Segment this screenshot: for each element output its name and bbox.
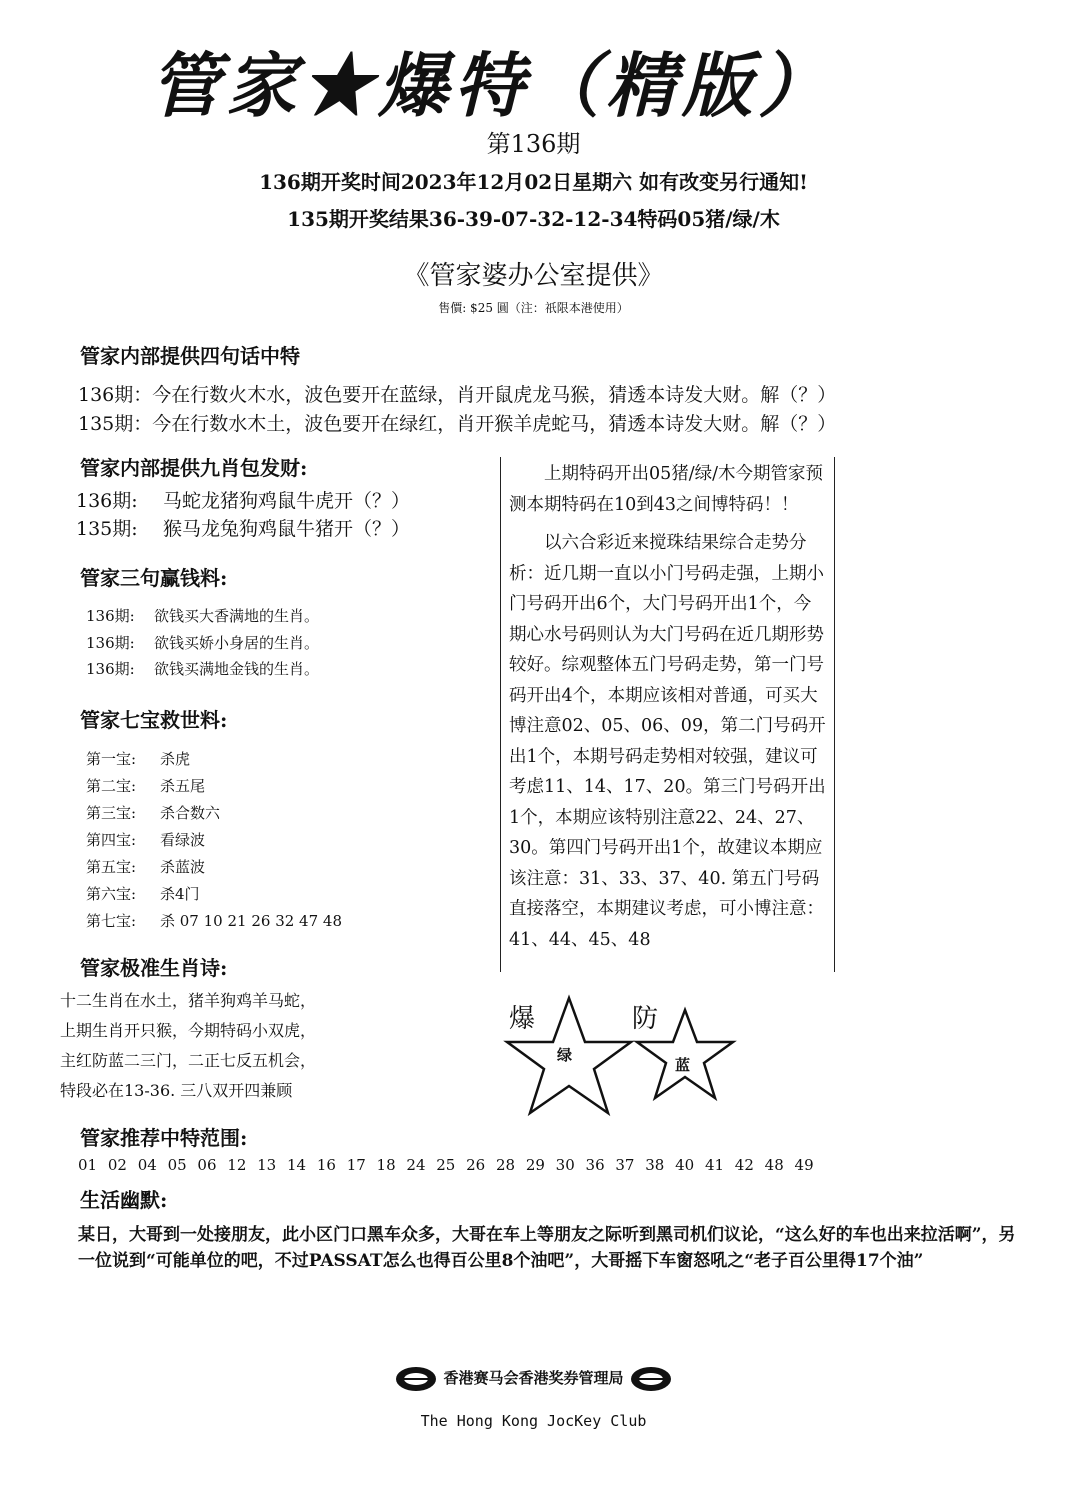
nine-zodiac-issue: 136期: bbox=[76, 490, 138, 512]
stars-panel bbox=[497, 992, 747, 1127]
analysis-paragraph: 上期特码开出05猪/绿/木今期管家预测本期特码在10到43之间博特码！！ bbox=[509, 464, 824, 515]
footer-org-en: The Hong Kong JocKey Club bbox=[420, 1412, 647, 1430]
treasure-text: 杀4门 bbox=[160, 885, 200, 903]
treasure-label: 第二宝: bbox=[86, 777, 137, 795]
treasure-text: 杀蓝波 bbox=[160, 858, 206, 876]
bao-label: 爆 bbox=[509, 1004, 536, 1034]
four-lines-row: 136期：今在行数火木水，波色要开在蓝绿，肖开鼠虎龙马猴，猜透本诗发大财。解（？） bbox=[78, 384, 837, 406]
three-lines-issue: 136期: bbox=[86, 660, 135, 678]
page-title: 管家★爆特（精版） bbox=[150, 44, 834, 127]
treasure-label: 第五宝: bbox=[86, 858, 137, 876]
poem-line: 主红防蓝二三门，二正七反五机会， bbox=[60, 1051, 317, 1070]
poem-line: 特段必在13-36. 三八双开四兼顾 bbox=[60, 1081, 293, 1100]
treasure-text: 杀合数六 bbox=[160, 804, 221, 822]
humor-heading: 生活幽默: bbox=[80, 1188, 168, 1212]
range-numbers: 01 02 04 05 06 12 13 14 16 17 18 24 25 26 28 29 30 36 37 38 40 41 42 48 49 bbox=[78, 1156, 814, 1174]
treasure-label: 第四宝: bbox=[86, 831, 137, 849]
analysis-box bbox=[500, 457, 835, 972]
four-lines-heading: 管家内部提供四句话中特 bbox=[80, 344, 300, 368]
provider: 《管家婆办公室提供》 bbox=[403, 261, 664, 291]
range-heading: 管家推荐中特范围: bbox=[80, 1126, 248, 1150]
treasure-text: 杀虎 bbox=[160, 750, 191, 768]
nine-zodiac-issue: 135期: bbox=[76, 518, 138, 540]
treasure-label: 第六宝: bbox=[86, 885, 137, 903]
jockey-club-logo-icon bbox=[629, 1365, 673, 1393]
treasure-label: 第一宝: bbox=[86, 750, 137, 768]
fang-color: 蓝 bbox=[675, 1056, 691, 1074]
humor-text: 某日，大哥到一处接朋友，此小区门口黑车众多，大哥在车上等朋友之际听到黑司机们议论，“这么好的车也出来拉活啊”，另一位说到“可能单位的吧，不过PASSAT怎么也得百公里8个油吧”，大哥摇下车窗怒吼之“老子百公里得17个油” bbox=[78, 1225, 1016, 1271]
nine-zodiac-text: 马蛇龙猪狗鸡鼠牛虎开（？） bbox=[163, 490, 411, 512]
three-lines-text: 欲钱买娇小身居的生肖。 bbox=[154, 634, 320, 652]
three-lines-text: 欲钱买大香满地的生肖。 bbox=[154, 607, 320, 625]
analysis-paragraph: 以六合彩近来搅珠结果综合走势分析：近几期一直以小门号码走强，上期小门号码开出6个，大门号码开出1个，今期心水号码则认为大门号码在近几期形势较好。综观整体五门号码走势，第一门号码开出4个，本期应该相对普通，可买大博注意02、05、06、09，第二门号码开出1个，本期号码走势相对较强，建议可考虑11、14、17、20。第三门号码开出1个，本期应该特别注意22、24、27、30。第四门号码开出1个，故建议本期应该注意：31、33、37、40. 第五门号码直接落空，本期建议考虑，可小博注意：41、44、45、48 bbox=[509, 533, 826, 950]
seven-treasures-heading: 管家七宝救世料: bbox=[80, 708, 228, 732]
nine-zodiac-text: 猴马龙兔狗鸡鼠牛猪开（？） bbox=[163, 518, 411, 540]
nine-zodiac-heading: 管家内部提供九肖包发财: bbox=[80, 456, 308, 480]
bao-color: 绿 bbox=[557, 1046, 573, 1064]
fang-label: 防 bbox=[632, 1004, 659, 1034]
footer-org bbox=[0, 1365, 1067, 1393]
poem-line: 十二生肖在水土，猪羊狗鸡羊马蛇， bbox=[60, 991, 317, 1010]
treasure-text: 杀五尾 bbox=[160, 777, 206, 795]
treasure-text: 看绿波 bbox=[160, 831, 206, 849]
three-lines-issue: 136期: bbox=[86, 634, 135, 652]
jockey-club-logo-icon bbox=[394, 1365, 438, 1393]
price: 售價: $25 圓（注：祇限本港使用） bbox=[438, 301, 629, 315]
three-lines-text: 欲钱买满地金钱的生肖。 bbox=[154, 660, 320, 678]
treasure-label: 第三宝: bbox=[86, 804, 137, 822]
treasure-text: 杀 07 10 21 26 32 47 48 bbox=[160, 912, 342, 930]
last-result: 135期开奖结果36-39-07-32-12-34特码05猪/绿/木 bbox=[287, 207, 780, 231]
issue-number: 第136期 bbox=[486, 130, 581, 158]
three-lines-heading: 管家三句赢钱料: bbox=[80, 566, 228, 590]
draw-time: 136期开奖时间2023年12月02日星期六 如有改变另行通知! bbox=[259, 170, 808, 194]
four-lines-row: 135期：今在行数水木土，波色要开在绿红，肖开猴羊虎蛇马，猜透本诗发大财。解（？） bbox=[78, 413, 837, 435]
poem-line: 上期生肖开只猴，今期特码小双虎， bbox=[60, 1021, 317, 1040]
footer-org-cn: 香港赛马会香港奖券管理局 bbox=[443, 1369, 624, 1387]
treasure-label: 第七宝: bbox=[86, 912, 137, 930]
three-lines-issue: 136期: bbox=[86, 607, 135, 625]
poem-heading: 管家极准生肖诗: bbox=[80, 956, 228, 980]
